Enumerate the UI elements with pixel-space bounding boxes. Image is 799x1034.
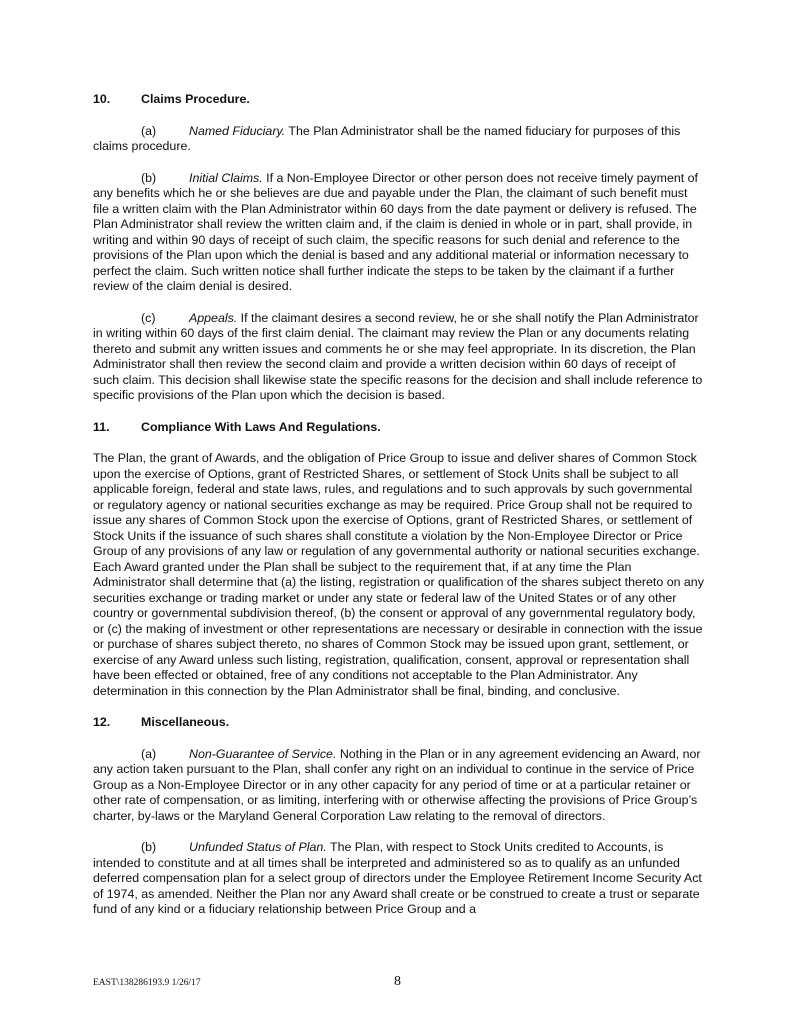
section-title: Compliance With Laws And Regulations. — [141, 419, 381, 434]
paragraph-12b — [93, 840, 705, 918]
section-title: Miscellaneous. — [141, 715, 230, 729]
footer-document-id: EAST\138286193.9 1/26/17 — [93, 978, 201, 988]
paragraph-12a — [93, 747, 705, 825]
paragraph-10b — [93, 171, 705, 295]
section-10-heading — [93, 92, 705, 108]
paragraph-11-body: The Plan, the grant of Awards, and the obligation of Price Group to issue and deliver shares of Common Stock upon the exercise of Options, grant of Restricted Shares, or settlement of Stock Units shall be subject to all applicable foreign, federal and state laws, rules, and regulations and to such approvals by such governmental or regulatory agency or national securities exchange as may be required. Price Group shall not be required to issue any shares of Common Stock upon the exercise of Options, grant of Restricted Shares, or settlement of Stock Units if the issuance of such shares shall constitute a violation by the Non-Employee Director or Price Group of any provisions of any law or regulation of any governmental authority or national securities exchange. Each Award granted under the Plan shall be subject to the requirement that, if at any time the Plan Administrator shall determine that (a) the listing, registration or qualification of the shares subject thereto on any securities exchange or trading market or under any state or federal law of the United States or of any other country or governmental subdivision thereof, (b) the consent or approval of any governmental regulatory body, or (c) the making of investment or other representations are necessary or desirable in connection with the issue or purchase of shares subject thereto, no shares of Common Stock may be issued upon grant, settlement, or exercise of any Award unless such listing, registration, qualification, consent, approval or representation shall have been effected or obtained, free of any conditions not acceptable to the Plan Administrator. Any determination in this connection by the Plan Administrator shall be final, binding, and conclusive. — [93, 451, 704, 698]
section-number: 10. — [93, 92, 111, 106]
paragraph-term: Initial Claims. — [189, 170, 263, 185]
section-number: 12. — [93, 715, 111, 729]
paragraph-10c — [93, 311, 705, 404]
paragraph-marker: (c) — [141, 310, 156, 325]
paragraph-text: The Plan, with respect to Stock Units credited to Accounts, is intended to constitute and at all times shall be interpreted and administered so as to qualify as an unfunded deferred compensation plan for a select group of directors under the Employee Retirement Income Security Act of 1974, as amended. Neither the Plan nor any Award shall create or be construed to create a trust or separate fund of any kind or a fiduciary relationship between Price Group and a — [93, 840, 702, 916]
paragraph-text: The Plan Administrator shall be the named fiduciary for purposes of this claims procedure. — [93, 123, 681, 153]
paragraph-marker: (b) — [141, 840, 157, 854]
paragraph-marker: (b) — [141, 170, 157, 185]
section-12-heading — [93, 715, 705, 731]
section-number: 11. — [93, 419, 110, 434]
paragraph-term: Unfunded Status of Plan. — [189, 840, 327, 854]
paragraph-marker: (a) — [141, 123, 157, 138]
footer-page-number: 8 — [394, 974, 401, 989]
section-11-heading — [93, 420, 705, 436]
paragraph-text: Nothing in the Plan or in any agreement evidencing an Award, nor any action taken pursuant to the Plan, shall confer any right on an individual to continue in the service of Price Group as a Non-Employee Director or in any other capacity for any period of time or at a particular retainer or other rate of compensation, or as limiting, interfering with or otherwise affecting the provisions of Price Group’s charter, by-laws or the Maryland General Corporation Law relating to the removal of directors. — [93, 746, 701, 823]
paragraph-term: Appeals. — [189, 310, 238, 325]
paragraph-term: Named Fiduciary. — [189, 123, 286, 138]
paragraph-text: If the claimant desires a second review, he or she shall notify the Plan Administrator in writing within 60 days of the first claim denial. The claimant may review the Plan or any documents relating thereto and submit any written issues and comments he or she may feel appropriate. In its discretion, the Plan Administrator shall then review the second claim and provide a written decision within 60 days of receipt of such claim. This decision shall likewise state the specific reasons for the decision and shall include reference to specific provisions of the Plan upon which the decision is based. — [93, 310, 703, 402]
paragraph-text: If a Non-Employee Director or other person does not receive timely payment of any benefits which he or she believes are due and payable under the Plan, the claimant of such benefit must file a written claim with the Plan Administrator within 60 days from the date payment or delivery is refused. The Plan Administrator shall review the written claim and, if the claim is denied in whole or in part, shall provide, in writing and within 90 days of receipt of such claim, the specific reasons for such denial and reference to the provisions of the Plan upon which the denial is based and any additional material or information necessary to perfect the claim. Such written notice shall further indicate the steps to be taken by the claimant if a further review of the claim denial is desired. — [93, 170, 698, 293]
paragraph-term: Non-Guarantee of Service. — [189, 746, 337, 761]
section-title: Claims Procedure. — [141, 92, 250, 106]
document-page — [93, 92, 705, 934]
paragraph-marker: (a) — [141, 746, 157, 761]
paragraph-10a — [93, 124, 705, 155]
